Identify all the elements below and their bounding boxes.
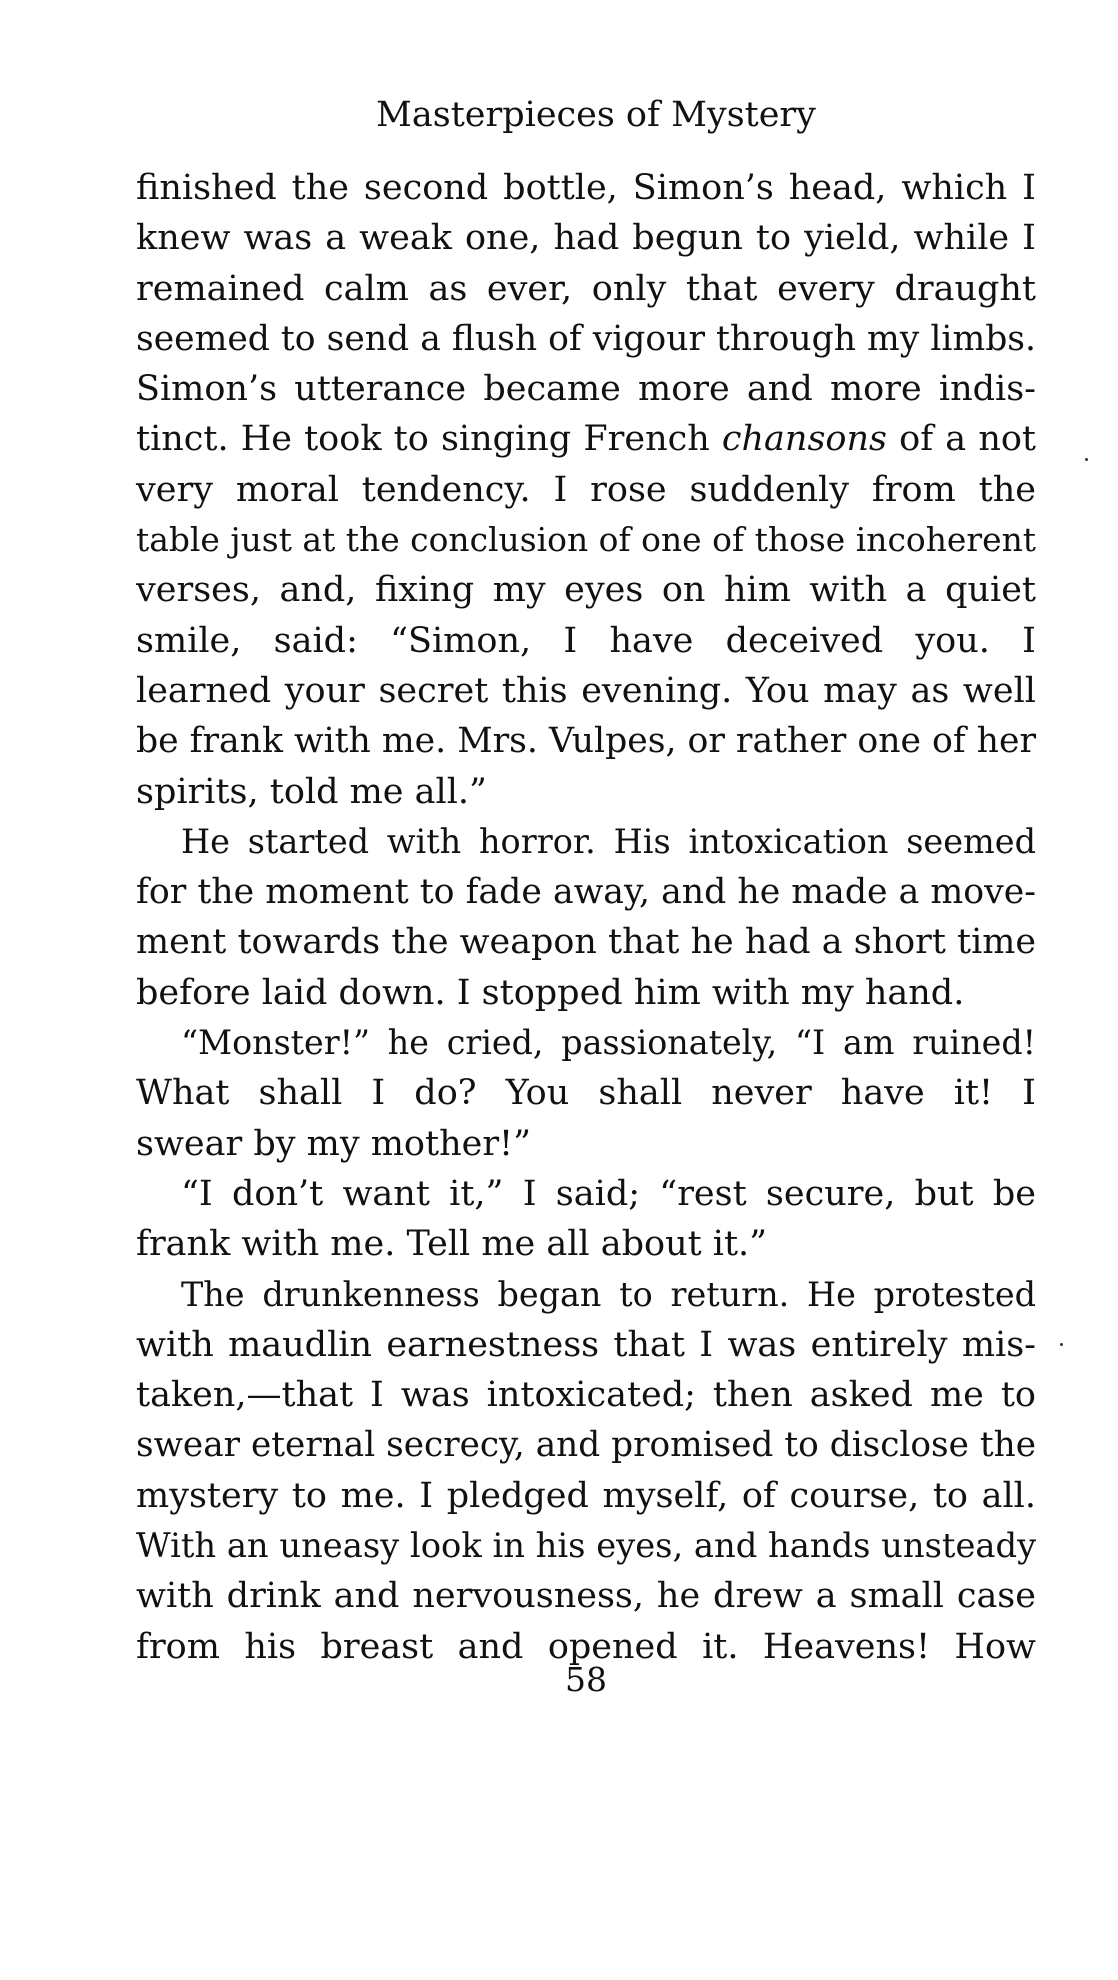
page-header [136, 92, 1036, 144]
line-text: mystery to me. I pledged myself, of course, to all. [136, 1475, 1036, 1516]
text-line [136, 716, 1036, 766]
text-line [136, 565, 1036, 615]
paragraph [136, 817, 1036, 1018]
text-line [136, 1018, 1036, 1068]
text-line [136, 465, 1036, 515]
line-text: Simon’s utterance became more and more indis- [136, 369, 1036, 410]
text-line [136, 1270, 1036, 1320]
text-line [136, 1219, 1036, 1269]
text-line [136, 314, 1036, 364]
line-text: knew was a weak one, had begun to yield, while I [136, 218, 1036, 259]
text-line [136, 968, 1036, 1018]
text-line [136, 867, 1036, 917]
text-line [136, 414, 1036, 464]
line-text: What shall I do? You shall never have it! I [136, 1073, 1036, 1114]
scan-speck [1085, 458, 1088, 461]
line-text: very moral tendency. I rose suddenly from the [136, 469, 1036, 510]
line-text: with maudlin earnestness that I was entirely mis- [136, 1324, 1036, 1365]
text-line [136, 817, 1036, 867]
line-text: The drunkenness began to return. He protested [181, 1274, 1036, 1314]
line-text: frank with me. Tell me all about it.” [136, 1224, 768, 1265]
line-text: for the moment to fade away, and he made a move- [136, 872, 1036, 913]
line-text: remained calm as ever, only that every draught [136, 268, 1036, 309]
line-text: ment towards the weapon that he had a short time [136, 922, 1036, 963]
line-text: spirits, told me all.” [136, 771, 487, 812]
line-text: learned your secret this evening. You may as well [136, 670, 1036, 711]
text-line [136, 1119, 1036, 1169]
text-line [136, 1521, 1036, 1571]
text-line [136, 515, 1036, 565]
line-text: “Monster!” he cried, passionately, “I am ruined! [181, 1023, 1036, 1063]
paragraph [136, 1270, 1036, 1672]
body-text [136, 163, 1036, 1672]
text-line [136, 1571, 1036, 1621]
text-line [136, 616, 1036, 666]
line-text: verses, and, fixing my eyes on him with a quiet [136, 570, 1036, 611]
line-text: taken,—that I was intoxicated; then asked me to [136, 1375, 1036, 1416]
line-text: finished the second bottle, Simon’s head, which I [136, 168, 1036, 208]
text-line [136, 1420, 1036, 1470]
line-text: “I don’t want it,” I said; “rest secure, but be [181, 1173, 1036, 1214]
text-line [136, 264, 1036, 314]
line-text: with drink and nervousness, he drew a small case [136, 1576, 1036, 1617]
italic-word: chansons [721, 419, 887, 460]
text-line [136, 213, 1036, 263]
text-line [136, 1320, 1036, 1370]
text-line [136, 1370, 1036, 1420]
running-head: Masterpieces of Mystery [376, 95, 816, 135]
line-text: from his breast and opened it. Heavens! How [136, 1626, 1036, 1667]
line-text: before laid down. I stopped him with my hand. [136, 972, 965, 1013]
text-line [136, 1068, 1036, 1118]
line-text: smile, said: “Simon, I have deceived you. I [136, 620, 1036, 661]
line-text-after: of a not [887, 419, 1036, 460]
text-line [136, 1471, 1036, 1521]
text-line [136, 666, 1036, 716]
text-line [136, 1169, 1036, 1219]
line-text: swear eternal secrecy, and promised to disclose the [136, 1425, 1036, 1466]
line-text: He started with horror. His intoxication seemed [181, 821, 1036, 861]
text-line [136, 767, 1036, 817]
line-text-before: tinct. He took to singing French [136, 419, 722, 460]
text-line [136, 163, 1036, 213]
line-text: With an uneasy look in his eyes, and hands unsteady [136, 1526, 1037, 1566]
line-text: seemed to send a flush of vigour through my limbs. [136, 318, 1036, 359]
paragraph [136, 1169, 1036, 1270]
text-line [136, 364, 1036, 414]
paragraph [136, 1018, 1036, 1169]
text-line [136, 917, 1036, 967]
line-text: be frank with me. Mrs. Vulpes, or rather one of her [136, 721, 1036, 762]
scan-speck [1060, 1343, 1063, 1346]
page-number: 58 [565, 1660, 607, 1699]
line-text: swear by my mother!” [136, 1123, 532, 1164]
line-text: table just at the conclusion of one of those incoherent [136, 520, 1036, 560]
paragraph [136, 163, 1036, 817]
